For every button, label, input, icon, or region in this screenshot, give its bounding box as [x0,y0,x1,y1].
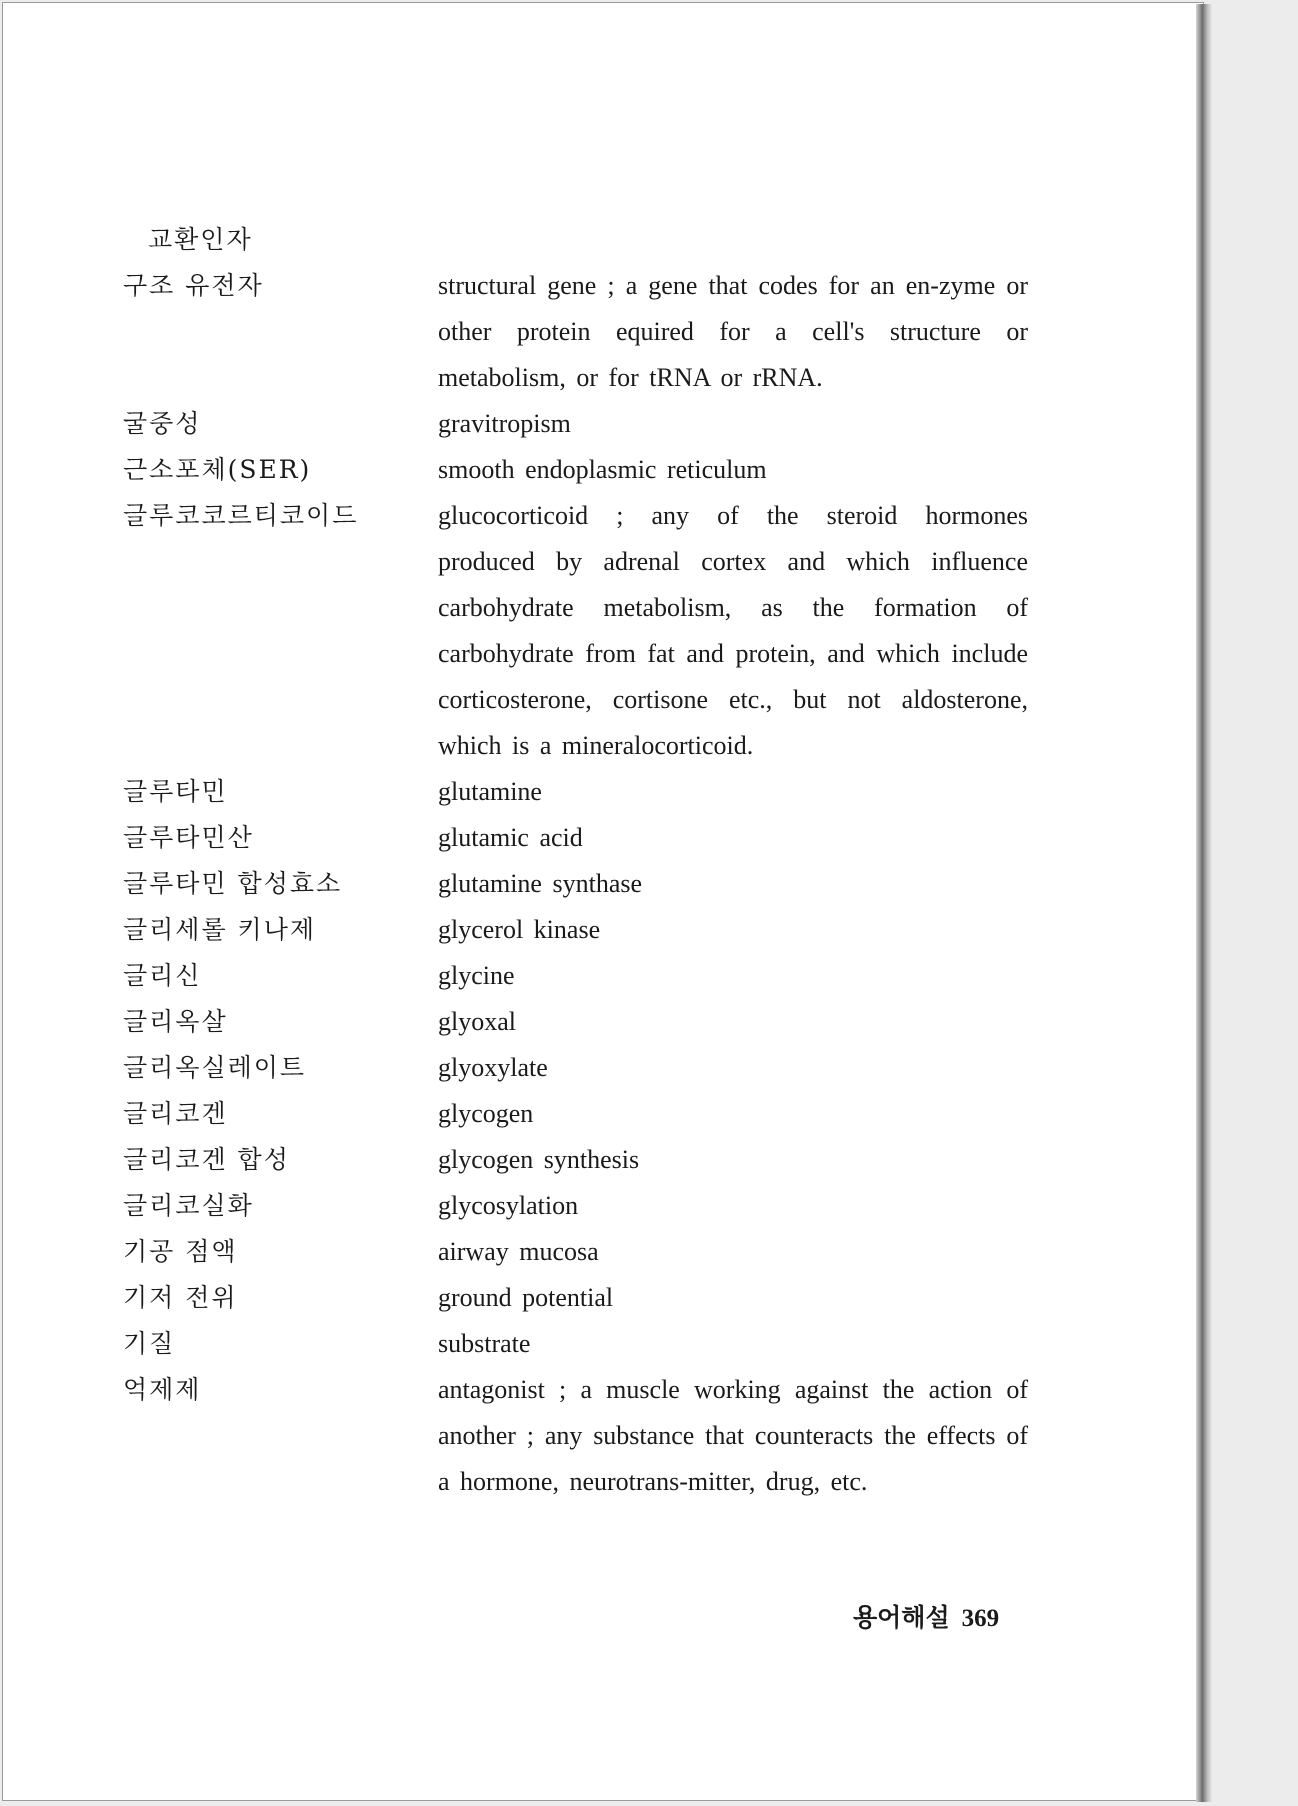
entry-term: 글리신 [123,961,202,990]
entry-definition: glycogen synthesis [438,1145,640,1174]
glossary-entry [123,447,1028,493]
glossary-entry [123,263,1028,401]
entry-term: 글리코겐 [123,1099,228,1128]
entry-term: 구조 유전자 [123,271,264,300]
glossary-entry [123,1367,1028,1505]
entry-term: 억제제 [123,1375,202,1404]
entry-term: 글루코코르티코이드 [123,501,359,530]
entry-definition: gravitropism [438,409,571,438]
carryover-term: 교환인자 [148,225,253,254]
glossary-entry [123,769,1028,815]
entry-term: 기공 점액 [123,1237,238,1266]
page-footer [853,1598,998,1634]
glossary-list [123,263,1028,1505]
entry-definition: antagonist ; a muscle working against the action of another ; any substance that counteracts the effects of a hormone, neurotrans-mitter, drug, etc. [438,1375,1028,1496]
entry-term: 굴중성 [123,409,202,438]
glossary-entry [123,907,1028,953]
entry-term: 글리코겐 합성 [123,1145,290,1174]
glossary-entry [123,1091,1028,1137]
entry-definition: glycosylation [438,1191,579,1220]
glossary-entry [123,1137,1028,1183]
entry-term: 기저 전위 [123,1283,238,1312]
entry-definition: glucocorticoid ; any of the steroid hormones produced by adrenal cortex and which influence carbohydrate metabolism, as the formation of carbohydrate from fat and protein, and which include corticosterone, cortisone etc., but not aldosterone, which is a mineralocorticoid. [438,501,1028,760]
entry-term: 글루타민산 [123,823,254,852]
entry-definition: glycerol kinase [438,915,601,944]
glossary-entry [123,999,1028,1045]
entry-term: 근소포체(SER) [123,455,312,484]
glossary-entry [123,953,1028,999]
entry-definition: ground potential [438,1283,614,1312]
entry-definition: substrate [438,1329,531,1358]
page-edge [1196,4,1212,1802]
entry-definition: structural gene ; a gene that codes for an en-zyme or other protein equired for a cell's structure or metabolism, or for tRNA or rRNA. [438,271,1028,392]
glossary-entry [123,493,1028,769]
entry-definition: glyoxylate [438,1053,548,1082]
entry-definition: glycogen [438,1099,534,1128]
glossary-entry [123,1045,1028,1091]
book-page [2,2,1204,1801]
entry-term: 글루타민 [123,777,228,806]
entry-definition: glyoxal [438,1007,516,1036]
entry-term: 글리코실화 [123,1191,254,1220]
entry-definition: glutamine synthase [438,869,643,898]
entry-definition: glutamine [438,777,542,806]
entry-definition: airway mucosa [438,1237,599,1266]
page-number: 369 [961,1605,1000,1632]
entry-term: 글리옥살 [123,1007,228,1036]
entry-term: 글리세롤 키나제 [123,915,316,944]
footer-section-title: 용어해설 [853,1605,950,1632]
glossary-entry [123,401,1028,447]
entry-definition: glutamic acid [438,823,583,852]
glossary-entry [123,861,1028,907]
glossary-entry [123,1229,1028,1275]
entry-definition: glycine [438,961,515,990]
entry-term: 글리옥실레이트 [123,1053,307,1082]
glossary-entry [123,815,1028,861]
glossary-entry [123,1275,1028,1321]
entry-definition: smooth endoplasmic reticulum [438,455,767,484]
glossary-entry [123,1183,1028,1229]
glossary-entry [123,1321,1028,1367]
entry-term: 글루타민 합성효소 [123,869,343,898]
entry-term: 기질 [123,1329,176,1358]
